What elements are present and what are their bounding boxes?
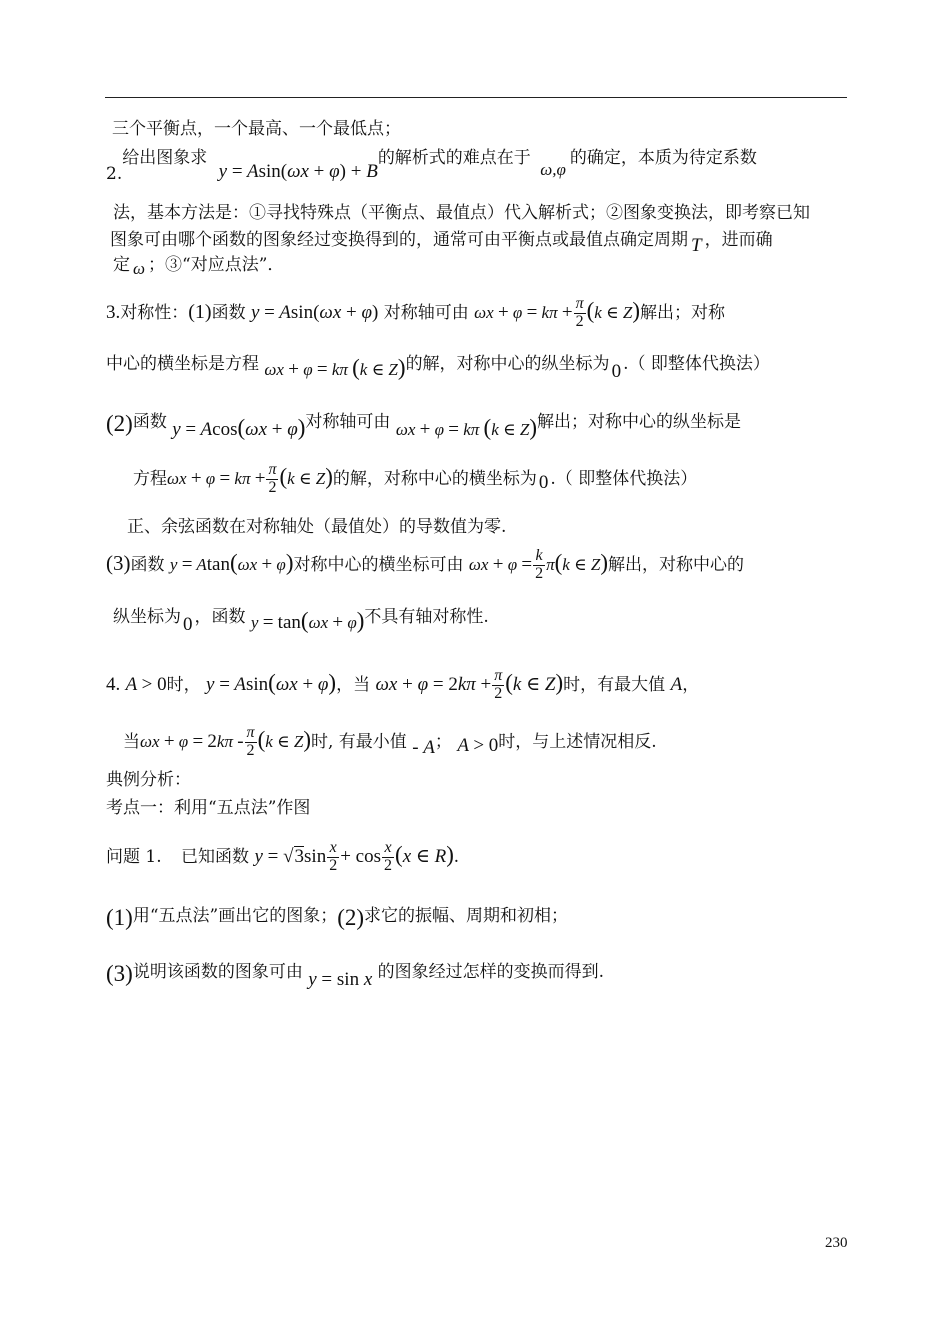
paragraph-text: 图象可由哪个函数的图象经过变换得到的，通常可由平衡点或最值点确定周期 <box>110 230 688 250</box>
paragraph-text: 对称中心的横坐标可由 <box>293 554 464 575</box>
fraction: $\frac{\pi}{2}$ <box>494 667 503 702</box>
text-line <box>113 205 810 222</box>
text-line <box>127 519 506 536</box>
formula: 0 <box>183 614 193 635</box>
formula: A > 0 <box>457 734 499 756</box>
fraction: $\frac{\pi}{2}$ <box>268 461 277 496</box>
paragraph-text: ；③“对应点法”． <box>148 255 285 275</box>
paragraph-text: 函数 <box>211 302 246 323</box>
formula: A > 0 <box>125 673 167 695</box>
formula: (k ∈ Z) <box>505 669 564 695</box>
paragraph-text: 解出；对称中心的纵坐标是 <box>536 412 741 432</box>
paragraph-text: 定 <box>113 255 130 275</box>
formula: ωx + φ = kπ + <box>167 467 266 489</box>
sub-question-1 <box>106 902 569 930</box>
sub-item-number: (2) <box>337 905 365 930</box>
paragraph-text: 中心的横坐标是方程 <box>106 354 259 374</box>
formula: π(k ∈ Z) <box>546 549 609 575</box>
formula: ω <box>133 259 146 278</box>
problem-number: 问题 1. <box>106 846 162 867</box>
formula: ωx + φ = kπ + <box>474 301 573 323</box>
formula: y = tan(ωx + φ) <box>250 608 365 633</box>
paragraph-text: 纵坐标为 <box>113 607 181 627</box>
formula: 0 <box>611 361 622 382</box>
paragraph-text: 时，有最大值 <box>563 674 666 695</box>
formula: 0 <box>538 471 549 493</box>
formula: (x ∈ R). <box>395 841 459 867</box>
paragraph-text: 求它的振幅、周期和初相； <box>364 906 569 926</box>
paragraph-text: ，当 <box>336 674 371 695</box>
paragraph-text: ， <box>682 674 700 695</box>
paragraph-text: 用“五点法”画出它的图象； <box>132 906 338 926</box>
formula: (k ∈ Z) <box>257 726 311 752</box>
formula: y = Acos(ωx + φ) <box>172 415 306 440</box>
sub-item-number: (2) <box>106 411 133 436</box>
paragraph-text: 解出，对称中心的 <box>608 554 745 575</box>
formula: + cos <box>340 845 382 867</box>
section-heading <box>106 772 191 789</box>
sub-item-number: (1) <box>188 300 212 323</box>
formula: ωx + φ = <box>468 553 533 575</box>
paragraph-text: 时, 有最小值 <box>311 731 407 752</box>
page-number: 230 <box>825 1235 848 1251</box>
fraction: $\frac{\pi}{2}$ <box>246 724 255 759</box>
text-line <box>113 255 285 278</box>
fraction: $\frac{x}{2}$ <box>384 839 393 874</box>
formula: (k ∈ Z) <box>586 297 641 323</box>
paragraph-text: 函数 <box>132 412 167 432</box>
paragraph-text: 的解，对称中心的纵坐标为 <box>405 354 610 374</box>
fraction: $\frac{k}{2}$ <box>535 547 544 582</box>
paragraph-text: .（ 即整体代换法） <box>623 354 770 374</box>
heading-text: 考点一：利用“五点法”作图 <box>106 798 311 818</box>
sub-item-number: (1) <box>106 905 133 930</box>
item-4 <box>106 668 699 703</box>
formula: y = Asin(ωx + φ) <box>206 669 337 695</box>
text-line <box>123 725 657 760</box>
text-line <box>110 230 773 256</box>
formula: ωx + φ = 2kπ + <box>375 673 492 695</box>
formula: ωx + φ = kπ (k ∈ Z) <box>395 415 537 440</box>
paragraph-text: 正、余弦函数在对称轴处（最值处）的导数值为零. <box>127 517 507 537</box>
paragraph-text: 函数 <box>130 554 165 575</box>
sub-item-number: (3) <box>106 550 131 575</box>
sub-item-number: (3) <box>106 961 133 986</box>
problem-1 <box>106 840 459 875</box>
paragraph-text: 的图象经过怎样的变换而得到. <box>377 962 605 982</box>
paragraph-text: 不具有轴对称性. <box>364 607 489 627</box>
text-line <box>133 462 697 497</box>
paragraph-text: 法，基本方法是：①寻找特殊点（平衡点、最值点）代入解析式；②图象变换法，即考察已知 <box>113 203 810 223</box>
formula: ω,φ <box>540 160 566 179</box>
text-line <box>113 603 489 635</box>
paragraph-text: .（ 即整体代换法） <box>550 468 698 489</box>
topic-heading <box>106 800 310 817</box>
paragraph-text: 给出图象求 <box>122 148 208 168</box>
fraction: $\frac{x}{2}$ <box>329 839 338 874</box>
formula: y = sin x <box>308 969 373 990</box>
formula: y = Atan(ωx + φ) <box>169 549 294 575</box>
formula: - A <box>412 736 435 758</box>
fraction: $\frac{\pi}{2}$ <box>575 295 584 330</box>
paragraph-text: 方程 <box>133 468 167 489</box>
paragraph-text: ，函数 <box>194 607 246 627</box>
item-number: 4. <box>106 673 121 695</box>
paragraph-text: 对称性： <box>120 302 189 323</box>
sub-question-3 <box>106 958 605 990</box>
paragraph-text: 时，与上述情况相反. <box>498 731 657 752</box>
formula: ωx + φ = 2kπ - <box>140 730 244 752</box>
paragraph-text: 已知函数 <box>181 846 250 867</box>
item-number: 2. <box>106 164 123 184</box>
paragraph-text: 三个平衡点，一个最高、一个最低点； <box>112 119 401 139</box>
paragraph-text: 时， <box>166 674 201 695</box>
paragraph-text: 的确定，本质为待定系数 <box>569 148 757 168</box>
formula: (k ∈ Z) <box>279 463 333 489</box>
sub-item-3 <box>106 548 744 583</box>
item-number: 3. <box>106 301 121 323</box>
paragraph-text: 对称轴可由 <box>305 412 391 432</box>
paragraph-text: 对称轴可由 <box>383 302 469 323</box>
formula: T <box>691 235 702 256</box>
paragraph-text: ； <box>434 731 452 752</box>
paragraph-text: 解出；对称 <box>640 302 726 323</box>
item-3 <box>106 296 725 331</box>
text-line <box>106 350 770 382</box>
formula: y = √3sin <box>254 845 327 867</box>
sub-item-2 <box>106 408 741 440</box>
heading-text: 典例分析： <box>106 770 191 790</box>
item-2 <box>106 148 757 184</box>
formula: A <box>670 673 683 695</box>
paragraph-text: 的解析式的难点在于 <box>377 148 531 168</box>
text-line <box>112 121 401 138</box>
paragraph-text: 说明该函数的图象可由 <box>132 962 303 982</box>
paragraph-text: 的解，对称中心的横坐标为 <box>332 468 537 489</box>
formula: ωx + φ = kπ (k ∈ Z) <box>264 355 406 380</box>
formula: y = Asin(ωx + φ) <box>250 301 379 323</box>
formula: y = Asin(ωx + φ) + B <box>218 161 378 182</box>
paragraph-text: 当 <box>123 731 140 752</box>
paragraph-text: ，进而确 <box>704 230 773 250</box>
header-rule <box>105 97 847 98</box>
